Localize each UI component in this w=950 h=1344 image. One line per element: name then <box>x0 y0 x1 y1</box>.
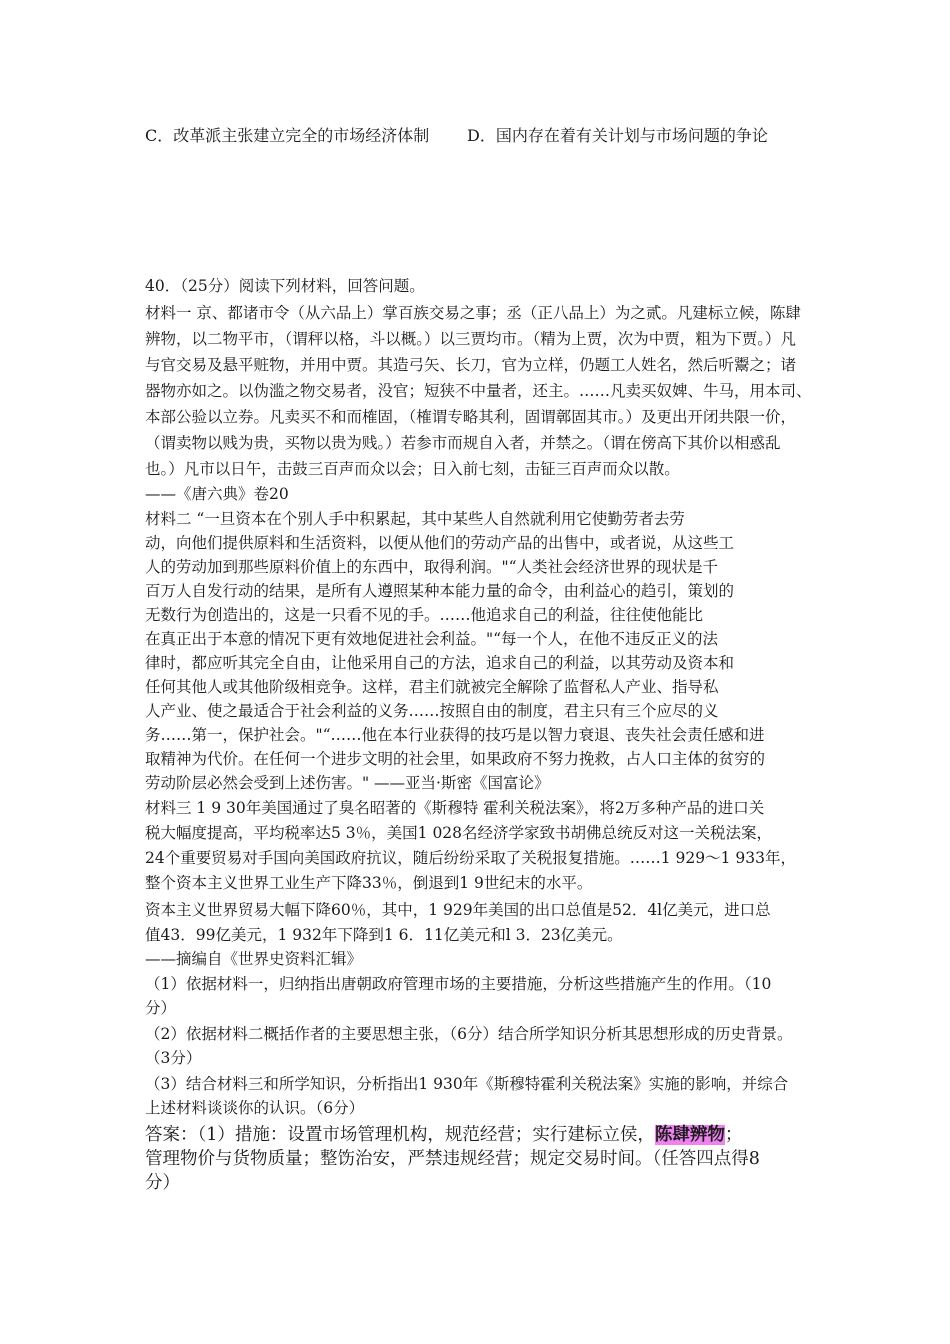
material2-line: 百万人自发行动的结果，是所有人遵照某种本能力量的命令，由利益心的趋引，策划的 <box>145 582 735 600</box>
material1-line: 辨物，以二物平市，（谓秤以格，斗以概。）以三贾均市。（精为上贾，次为中贾，粗为下贾。）凡 <box>145 330 797 348</box>
material1-line: 材料一 京、都诸市令（从六品上）掌百族交易之事；丞（正八品上）为之贰。凡建标立候，陈肆 <box>145 304 801 322</box>
material2-line: 在真正出于本意的情况下更有效地促进社会利益。"“每一个人，在他不违反正义的法 <box>145 630 719 648</box>
sub-question-1: （1）依据材料一，归纳指出唐朝政府管理市场的主要措施，分析这些措施产生的作用。（10 <box>145 975 772 993</box>
option-c: C．改革派主张建立完全的市场经济体制 <box>145 126 430 145</box>
material2-line: 劳动阶层必然会受到上述伤害。" ——亚当·斯密《国富论》 <box>145 774 550 792</box>
material2-line: 动，向他们提供原料和生活资料，以便从他们的劳动产品的出售中，或者说，从这些工 <box>145 534 735 552</box>
answer-line <box>145 1124 742 1146</box>
material2-line: 取精神为代价。在任何一个进步文明的社会里，如果政府不努力挽救，占人口主体的贫穷的 <box>145 750 766 768</box>
material2-line: 人的劳动加到那些原料价值上的东西中，取得利润。"“人类社会经济世界的现状是千 <box>145 558 719 576</box>
answer-options <box>145 126 768 146</box>
sub-question-3: （3）结合材料三和所学知识，分析指出1 930年《斯穆特霍利关税法案》实施的影响，并综合 <box>145 1075 789 1093</box>
material1-line: 本部公验以立券。凡卖买不和而榷固，（榷谓专略其利，固谓鄣固其市。）及更出开闭共限一价， <box>145 408 797 426</box>
material3-line: 值43．99亿美元，1 932年下降到1 6．11亿美元和l 3．23亿美元。 <box>145 926 623 944</box>
answer-line: 管理物价与货物质量；整饬治安，严禁违规经营；规定交易时间。（任答四点得8 <box>145 1149 760 1169</box>
option-d: D．国内存在着有关计划与市场问题的争论 <box>467 126 768 145</box>
sub-question-3-cont: 上述材料谈谈你的认识。（6分） <box>145 1099 365 1117</box>
answer-text: 答案：（1）措施：设置市场管理机构，规范经营；实行建标立侯， <box>145 1125 655 1145</box>
material3-line: 材料三 1 9 30年美国通过了臭名昭著的《斯穆特 霍利关税法案》，将2万多种产品的进口关 <box>145 799 765 817</box>
material2-line: 律时，都应听其完全自由，让他采用自己的方法，追求自己的利益，以其劳动及资本和 <box>145 654 735 672</box>
material1-line: 与官交易及悬平赃物，并用中贾。其造弓矢、长刀，官为立样，仍题工人姓名，然后听鬻之；诸 <box>145 356 797 374</box>
sub-question-1-cont: 分） <box>145 999 177 1017</box>
material3-line: 24个重要贸易对手国向美国政府抗议，随后纷纷采取了关税报复措施。……1 929～1 933年， <box>145 849 796 867</box>
sub-question-2: （2）依据材料二概括作者的主要思想主张，（6分）结合所学知识分析其思想形成的历史背景。 <box>145 1025 793 1043</box>
material2-line: 人产业、使之最适合于社会利益的义务……按照自由的制度，君主只有三个应尽的义 <box>145 702 719 720</box>
material2-line: 务……第一，保护社会。"“……他在本行业获得的技巧是以智力衰退、丧失社会责任感和进 <box>145 726 765 744</box>
material3-line: 整个资本主义世界工业生产下降33％，倒退到1 9世纪末的水平。 <box>145 874 593 892</box>
material3-line: 税大幅度提高，平均税率达5 3％，美国1 028名经济学家致书胡佛总统反对这一关税法案， <box>145 824 773 842</box>
material1-line: 器物亦如之。以伪滥之物交易者，没官；短狭不中量者，还主。……凡卖买奴婢、牛马，用本司、 <box>145 382 812 400</box>
material2-line: 材料二 “一旦资本在个别人手中积累起，其中某些人自然就利用它使勤劳者去劳 <box>145 510 685 528</box>
material3-line: 资本主义世界贸易大幅下降60％，其中，1 929年美国的出口总值是52．4l亿美元，进口总 <box>145 901 771 919</box>
material1-line: 也。）凡市以日午，击鼓三百声而众以会；日入前七刻，击钲三百声而众以散。 <box>145 460 680 478</box>
highlighted-text: 陈肆辨物 <box>654 1125 725 1145</box>
material1-source: ——《唐六典》卷20 <box>145 485 289 503</box>
answer-line: 分） <box>145 1173 180 1193</box>
material3-source: ——摘编自《世界史资料汇辑》 <box>145 950 363 968</box>
answer-text: ； <box>724 1125 743 1145</box>
material1-line: （谓卖物以贱为贵，买物以贵为贱。）若参市而规自入者，并禁之。（谓在傍高下其价以相惑乱 <box>145 434 781 452</box>
sub-question-2-cont: （3分） <box>145 1049 202 1067</box>
question-header: 40．（25分）阅读下列材料，回答问题。 <box>145 277 425 295</box>
material2-line: 任何其他人或其他阶级相竞争。这样，君主们就被完全解除了监督私人产业、指导私 <box>145 678 719 696</box>
material2-line: 无数行为创造出的，这是一只看不见的手。……他追求自己的利益，往往使他能比 <box>145 606 704 624</box>
